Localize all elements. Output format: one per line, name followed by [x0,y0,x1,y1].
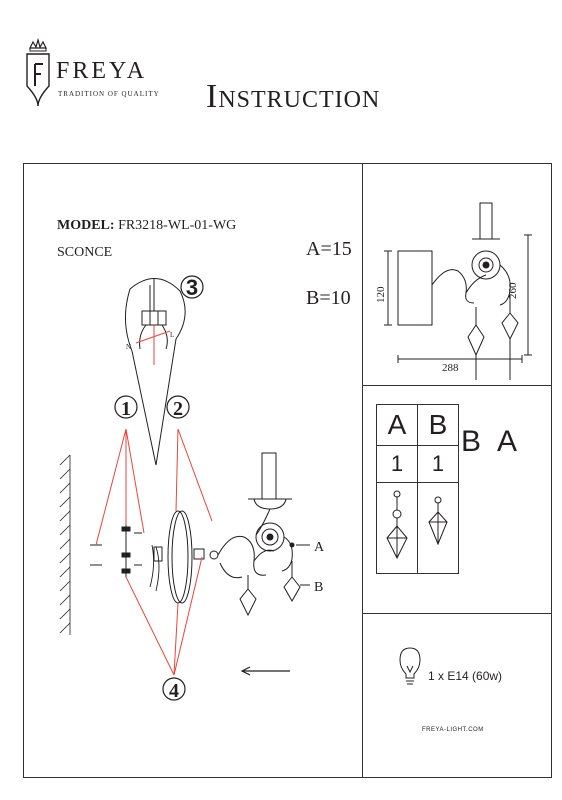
step-2-badge [167,396,189,420]
section-divider-bottom [362,613,552,614]
step-4-badge [163,678,185,702]
sconce-fixture [210,453,300,615]
quantity-b: B=10 [306,287,351,309]
dimension-width: 288 [442,362,459,374]
bulb-icon [398,646,422,688]
step-1-badge [115,396,137,420]
freya-logo-crest [24,38,52,108]
crystal-pendant-b-icon [423,486,453,566]
backplate [154,511,204,603]
dimension-drawing [370,195,550,380]
svg-text:2: 2 [173,398,183,420]
quantity-a: A=15 [306,238,352,260]
mounting-bracket [90,523,142,577]
product-type: SCONCE [57,245,113,260]
model-code: FR3218-WL-01-WG [118,218,237,233]
parts-image-b [418,483,459,574]
parts-header-b: B [418,405,459,446]
parts-header-a: A [377,405,418,446]
section-divider-top [362,385,552,386]
dimension-height: 120 [375,286,387,303]
wire-label-l: L [170,331,175,339]
column-divider [362,163,363,778]
svg-text:1: 1 [121,398,131,420]
wall-hatching [60,455,70,635]
dimension-depth: 260 [507,282,519,299]
parts-count-a: 1 [377,446,418,483]
model-line [57,218,236,234]
callout-b-label: B [314,580,324,595]
bulb-spec: 1 x E14 (60w) [428,669,503,683]
legend-letter-b: B [461,425,482,458]
website-url: FREYA-LIGHT.COM [422,727,484,733]
page-title: Instruction [206,78,381,115]
svg-text:4: 4 [169,680,179,702]
crystal-pendant-a-icon [382,486,412,566]
callout-a-label: A [314,540,325,555]
step-3-badge [181,275,203,300]
assembly-diagram [30,265,360,715]
legend-letter-a: A [497,425,518,458]
model-label: MODEL: [57,218,115,233]
brand-tagline: TRADITION OF QUALITY [58,90,160,98]
svg-text:3: 3 [185,275,199,300]
direction-arrow [242,667,290,675]
parts-table [376,404,459,574]
parts-count-b: 1 [418,446,459,483]
brand-name: FREYA [56,58,148,84]
wiring-detail-zoom [125,278,185,465]
parts-image-a [377,483,418,574]
wire-label-n: N [126,343,132,351]
